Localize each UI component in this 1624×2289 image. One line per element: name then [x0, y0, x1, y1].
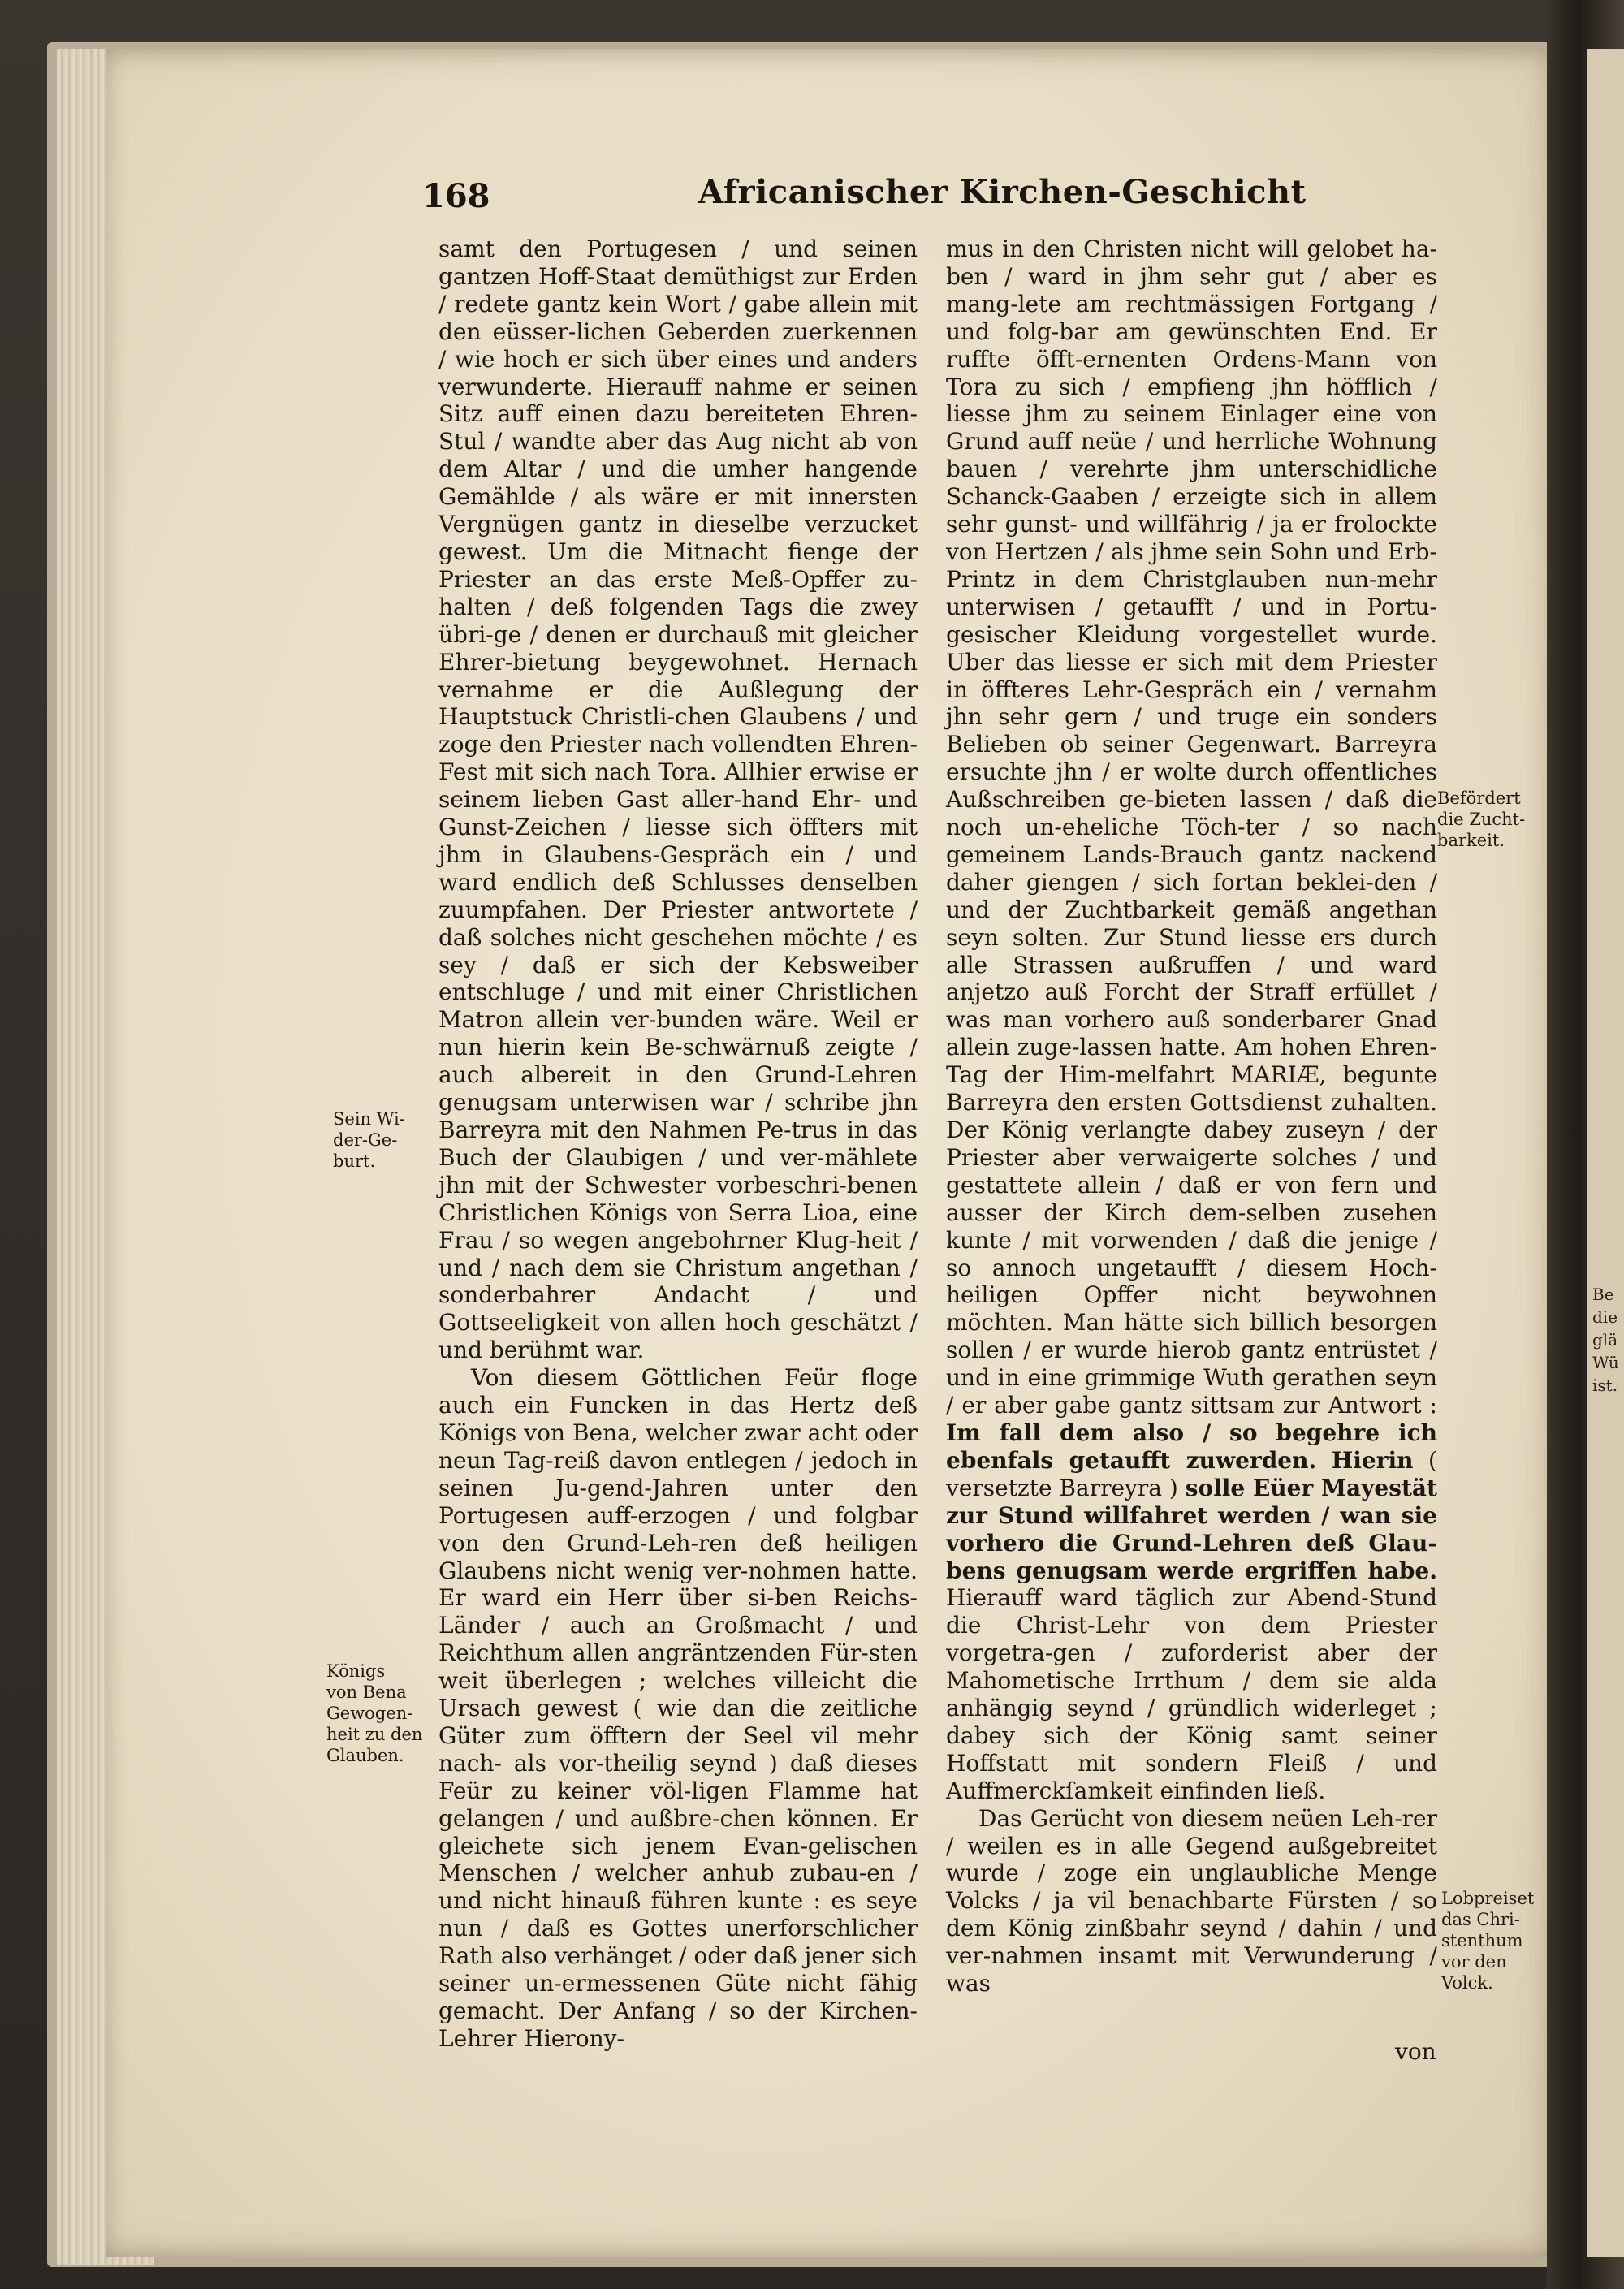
margin-note-rebirth: Sein Wi- der-Ge- burt.: [333, 1109, 405, 1171]
right-paragraph-1: [946, 235, 1437, 1805]
margin-note-chastity: Befördert die Zucht- barkeit.: [1437, 788, 1526, 850]
right-text-2: Hierauff ward täglich zur Abend-Stund die Christ-Lehr von dem Priester vorgetra-gen / zuforderist aber der Mahometische Irrthum / dem sie alda anhängig seynd / gründlich widerleget ; dabey sich der König samt seiner Hoffstatt mit sondern Fleiß / und Auffmerckſamkeit einfinden ließ.: [946, 1584, 1437, 1804]
next-page-bleed-text: Be die glä Wü ist.: [1592, 1285, 1619, 1395]
versetzte-barreyra: ( versetzte Barreyra ): [946, 1446, 1437, 1501]
right-column: [946, 235, 1437, 1997]
kings-reply: Im fall dem also / so begehre ich ebenfals getaufft zuwerden.: [946, 1419, 1437, 1474]
hierin-word: Hierin: [1331, 1446, 1414, 1474]
margin-note-praises: Lobpreiset das Chri- stenthum vor den Volck.: [1441, 1889, 1535, 1993]
next-page-strip: [1587, 49, 1624, 2257]
right-paragraph-2: Das Gerücht von diesem neüen Leh-rer / weilen es in alle Gegend außgebreitet wurde / zoge ein unglaubliche Menge Volcks / ja vil benachbarte Fürsten / so dem König zinßbahr seynd / dahin / und ver-nahmen insamt mit Verwunderung / was: [946, 1804, 1437, 1997]
right-text-1: mus in den Christen nicht will gelobet ha-ben / ward in jhm sehr gut / aber es mang-lete am rechtmässigen Fortgang / und folg-bar am gewünschten End. Er ruffte öfft-ernenten Ordens-Mann von Tora zu sich / empfieng jhn höfflich / liesse jhm zu seinem Einlager eine von Grund auff neüe / und herrliche Wohnung bauen / verehrte jhm unterschidliche Schanck-Gaaben / erzeigte sich in allem sehr gunst- und willfährig / ja er frolockte von Hertzen / als jhme sein Sohn und Erb-Printz in dem Christglauben nun-mehr unterwisen / getaufft / und in Portu-gesischer Kleidung vorgestellet wurde. Uber das liesse er sich mit dem Priester in öffteres Lehr-Gespräch ein / vernahm jhn sehr gern / und truge ein sonders Belieben ob seiner Gegenwart. Barreyra ersuchte jhn / er wolte durch offentliches Außschreiben ge-bieten lassen / daß die noch un-eheliche Töch-ter / so nach gemeinem Lands-Brauch gantz nackend daher giengen / sich fortan beklei-den / und der Zuchtbarkeit gemäß angethan seyn solten. Zur Stund liesse ers durch alle Strassen außruffen / und ward anjetzo auß Forcht der Straff erfüllet / was man vorhero auß sonderbarer Gnad allein zuge-lassen hatte. Am hohen Ehren-Tag der Him-melfahrt MARIÆ, begunte Barreyra den ersten Gottsdienst zuhalten. Der König verlangte dabey zuseyn / der Priester aber verwaigerte solches / und gestattete allein / daß er von fern und ausser der Kirch dem-selben zusehen kunte / mit vorwenden / daß die jenige / so annoch ungetaufft / diesem Hoch- heiligen Opffer nicht beywohnen möchten. Man hätte sich billich besorgen sollen / er wurde hierob gantz entrüstet / und in eine grimmige Wuth gerathen seyn / er aber gabe gantz sittsam zur Antwort :: [946, 235, 1437, 1419]
running-title: Africanischer Kirchen-Geschicht: [698, 173, 1307, 211]
catchword: von: [1395, 2038, 1436, 2065]
left-paragraph-2: Von diesem Göttlichen Feür floge auch ein Funcken in das Hertz deß Königs von Bena, welcher zwar acht oder neun Tag-reiß davon entlegen / jedoch in seinen Ju-gend-Jahren unter den Portugesen auff-erzogen / und folgbar von den Grund-Leh-ren deß heiligen Glaubens nicht wenig ver-nohmen hatte. Er ward ein Herr über si-ben Reichs-Länder / auch an Großmacht / und Reichthum allen angräntzenden Für-sten weit überlegen ; welches villeicht die Ursach gewest ( wie dan die zeitliche Güter zum öfftern der Seel vil mehr nach- als vor-theilig seynd ) daß dieses Feür zu keiner völ-ligen Flamme hat gelangen / und außbre-chen können. Er gleichete sich jenem Evan-gelischen Menschen / welcher anhub zubau-en / und nicht hinauß führen kunte : es seye nun / daß es Gottes unerforschlicher Rath also verhänget / oder daß jener sich seiner un-ermessenen Güte nicht fähig gemacht. Der Anfang / so der Kirchen-Lehrer Hierony-: [438, 1364, 918, 2052]
margin-note-king-bena: Königs von Bena Gewogen- heit zu den Glauben.: [326, 1661, 423, 1765]
page-number: 168: [422, 177, 490, 215]
left-paragraph-1: samt den Portugesen / und seinen gantzen Hoff-Staat demüthigst zur Erden / redete gantz kein Wort / gabe allein mit den eüsser-lichen Geberden zuerkennen / wie hoch er sich über eines und anders verwunderte. Hierauff nahme er seinen Sitz auff einen dazu bereiteten Ehren-Stul / wandte aber das Aug nicht ab von dem Altar / und die umher hangende Gemählde / als wäre er mit innersten Vergnügen gantz in dieselbe verzucket gewest. Um die Mitnacht fienge der Priester an das erste Meß-Opffer zu-halten / deß folgenden Tags die zwey übri-ge / denen er durchauß mit gleicher Ehrer-bietung beygewohnet. Hernach vernahme er die Außlegung der Hauptstuck Christli-chen Glaubens / und zoge den Priester nach vollendten Ehren-Fest mit sich nach Tora. Allhier erwise er seinem lieben Gast aller-hand Ehr- und Gunst-Zeichen / liesse sich öffters mit jhm in Glaubens-Gespräch ein / und ward endlich deß Schlusses denselben zuumpfahen. Der Priester antwortete / daß solches nicht geschehen möchte / es sey / daß er sich der Kebsweiber entschluge / und mit einer Christlichen Matron allein ver-bunden wäre. Weil er nun hierin kein Be-schwärnuß zeigte / auch albereit in den Grund-Lehren genugsam unterwisen war / schribe jhn Barreyra mit den Nahmen Pe-trus in das Buch der Glaubigen / und ver-mählete jhn mit der Schwester vorbeschri-benen Christlichen Königs von Serra Lioa, eine Frau / so wegen angebohrner Klug-heit / und / nach dem sie Christum angethan / sonderbahrer Andacht / und Gottseeligkeit von allen hoch geschätzt / und berühmt war.: [438, 235, 918, 1364]
barreyra-reply: solle Eüer Mayestät zur Stund willfahret werden / wan sie vorhero die Grund-Lehren deß Glau-bens genugsam werde ergriffen habe.: [946, 1474, 1437, 1584]
left-column: [438, 235, 918, 2053]
